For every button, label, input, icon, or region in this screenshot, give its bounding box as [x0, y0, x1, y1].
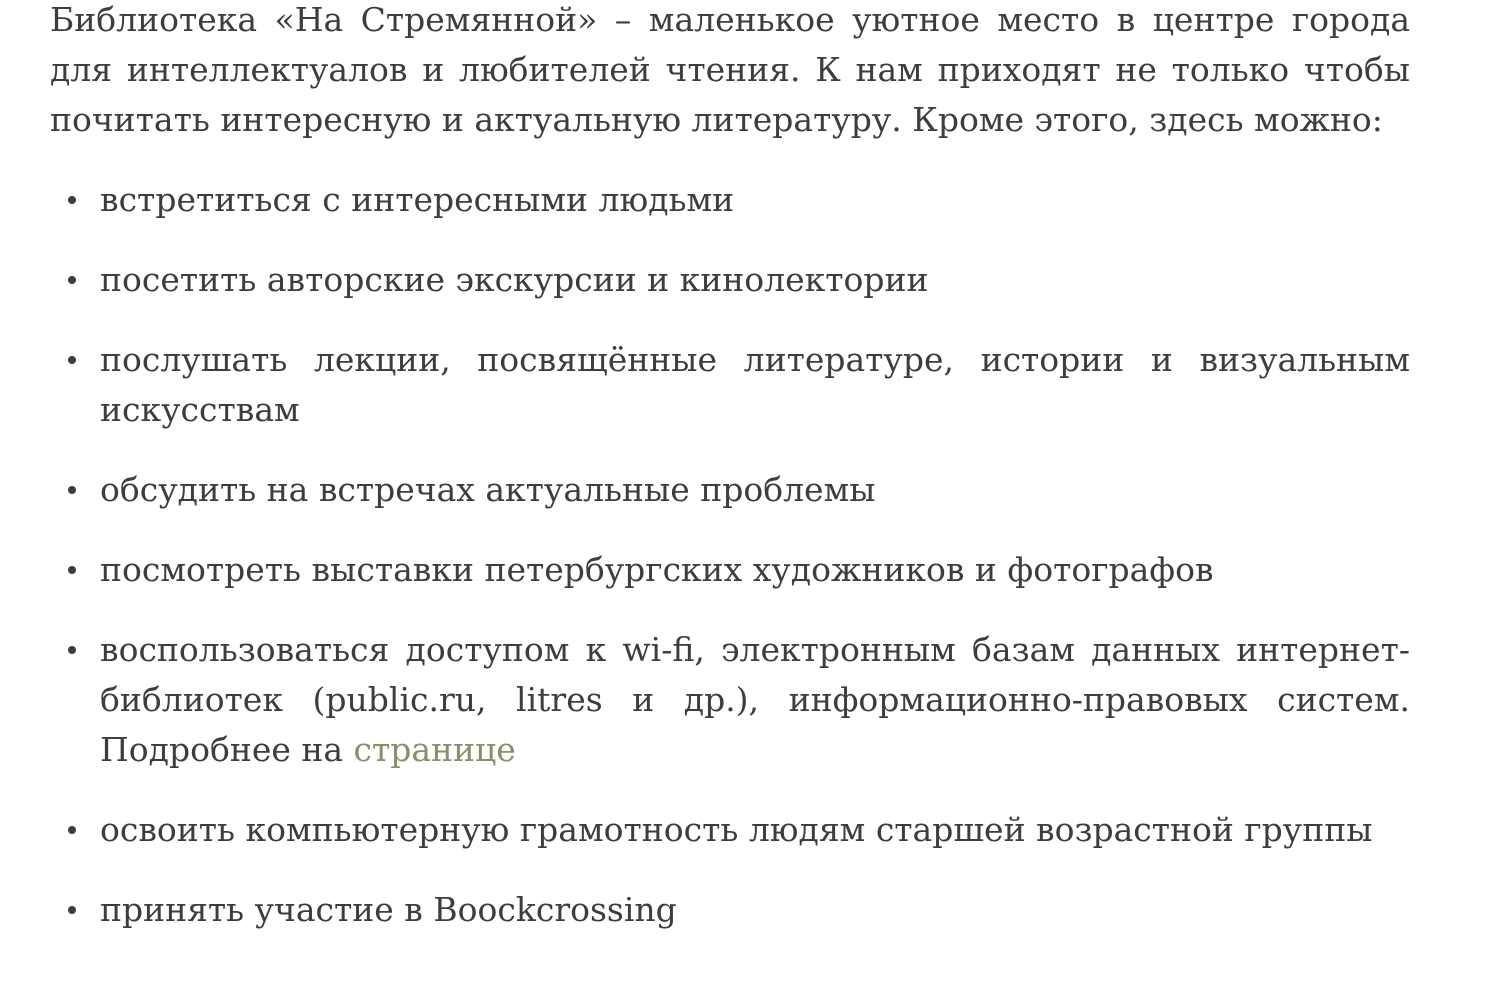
list-item	[50, 175, 1410, 225]
list-item	[50, 545, 1410, 595]
bullet-icon	[68, 906, 76, 914]
bullet-icon	[68, 486, 76, 494]
list-item	[50, 885, 1410, 935]
intro-paragraph: Библиотека «На Стремянной» – маленькое уютное место в центре города для интеллектуалов и любителей чтения. К нам приходят не только чтобы почитать интересную и актуальную литературу. Кроме этого, здесь можно:	[50, 0, 1410, 139]
bullet-icon	[68, 356, 76, 364]
list-item-wifi	[50, 625, 1410, 775]
list-item	[50, 255, 1410, 305]
bullet-icon	[68, 646, 76, 654]
list-item-text: посмотреть выставки петербургских художников и фотографов	[100, 550, 1214, 589]
list-item-text: посетить авторские экскурсии и кинолектории	[100, 260, 929, 299]
list-item-text: воспользоваться доступом к wi-fi, электронным базам данных интернет-библиотек (public.ru, litres и др.), информационно-правовых систем. Подробнее на	[100, 630, 1410, 769]
list-item	[50, 805, 1410, 855]
list-item	[50, 335, 1410, 435]
bullet-icon	[68, 826, 76, 834]
bullet-icon	[68, 276, 76, 284]
list-item-text: послушать лекции, посвящённые литературе, истории и визуальным искусствам	[100, 340, 1410, 429]
feature-list	[50, 175, 1410, 935]
list-item-text: встретиться с интересными людьми	[100, 180, 735, 219]
bullet-icon	[68, 196, 76, 204]
list-item-text: обсудить на встречах актуальные проблемы	[100, 470, 876, 509]
details-page-link[interactable]: странице	[353, 730, 516, 769]
list-item	[50, 465, 1410, 515]
list-item-text: освоить компьютерную грамотность людям старшей возрастной группы	[100, 810, 1373, 849]
list-item-text: принять участие в Boockcrossing	[100, 890, 677, 929]
article-content	[50, 0, 1410, 965]
bullet-icon	[68, 566, 76, 574]
